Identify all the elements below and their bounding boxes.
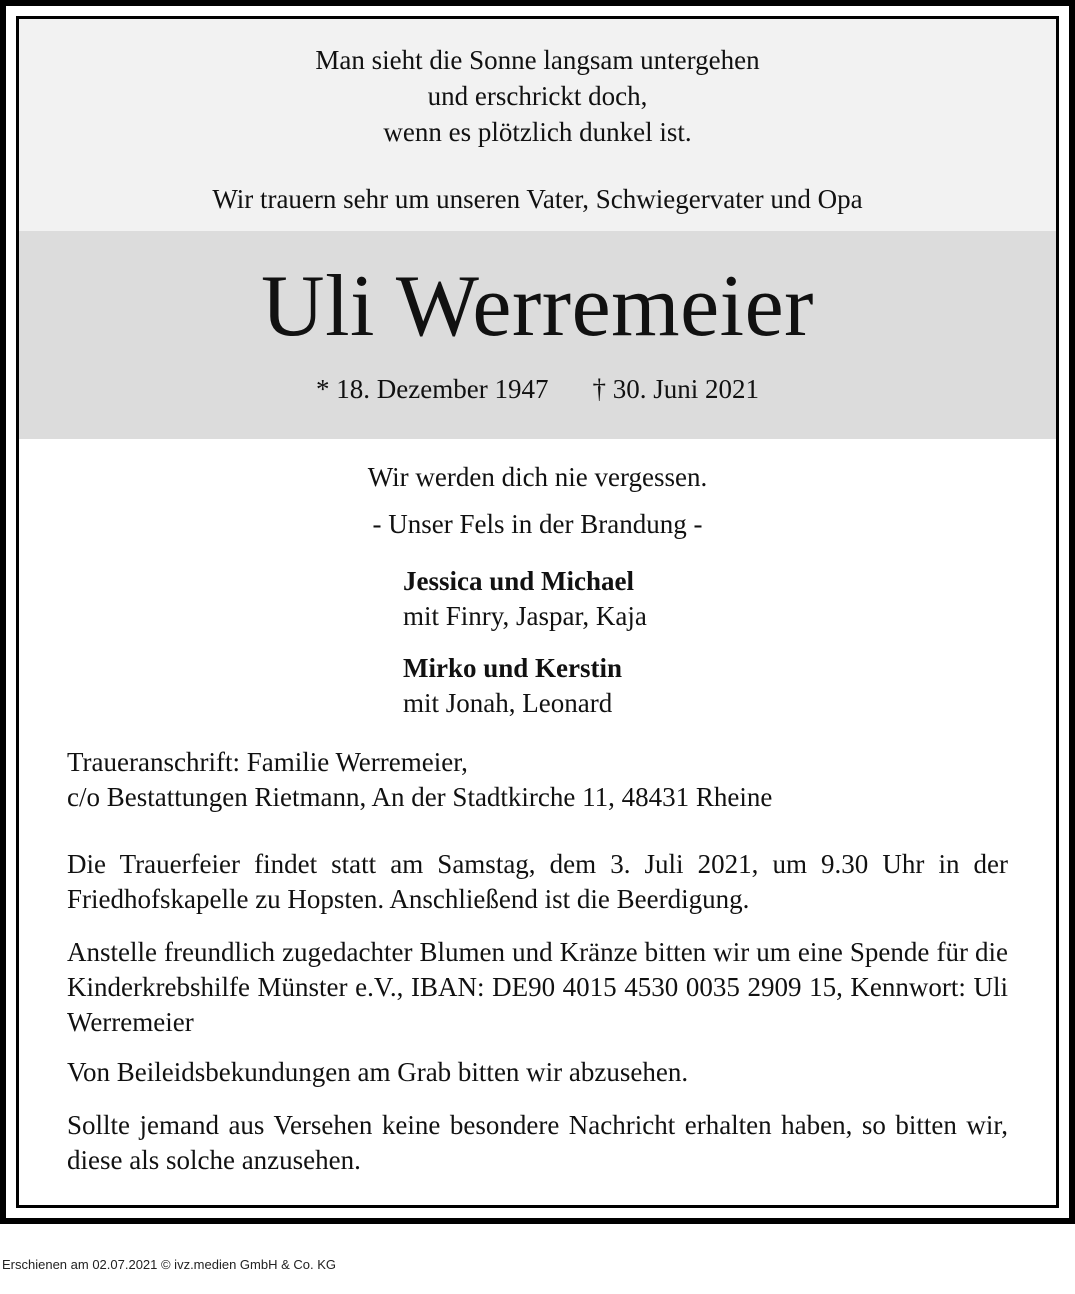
death-date: † 30. Juni 2021 (592, 374, 759, 404)
publication-footer: Erschienen am 02.07.2021 © ivz.medien GmbH & Co. KG (2, 1257, 337, 1272)
obituary-inner-frame (16, 16, 1059, 1208)
mourning-line: Wir trauern sehr um unseren Vater, Schwiegervater und Opa (212, 184, 863, 214)
poem-line: Man sieht die Sonne langsam untergehen (315, 45, 760, 75)
family-names: Mirko und Kerstin (403, 653, 623, 683)
address-line: Traueranschrift: Familie Werremeier, (67, 747, 468, 777)
life-dates (19, 371, 1056, 407)
birth-date: * 18. Dezember 1947 (316, 374, 549, 404)
condolence-note: Von Beileidsbekundungen am Grab bitten wir abzusehen. (67, 1057, 689, 1087)
deceased-name: Uli Werremeier (261, 258, 814, 355)
family-group (403, 564, 647, 634)
address-line: c/o Bestattungen Rietmann, An der Stadtkirche 11, 48431 Rheine (67, 782, 773, 812)
poem-line: und erschrickt doch, (427, 81, 648, 111)
quote-line: - Unser Fels in der Brandung - (372, 509, 703, 539)
family-children: mit Finry, Jaspar, Kaja (403, 601, 647, 631)
mourning-address (67, 745, 1008, 815)
donation-info: Anstelle freundlich zugedachter Blumen und Kränze bitten wir um eine Spende für die Kinderkrebshilfe Münster e.V., IBAN: DE90 4015 4530 0035 2909 15, Kennwort: Uli Werremeier (67, 937, 1008, 1037)
family-children: mit Jonah, Leonard (403, 688, 613, 718)
quote-line: Wir werden dich nie vergessen. (367, 462, 708, 492)
family-group (403, 651, 622, 721)
ceremony-info: Die Trauerfeier findet statt am Samstag, dem 3. Juli 2021, um 9.30 Uhr in der Friedhofskapelle zu Hopsten. Anschließend ist die Beerdigung. (67, 849, 1008, 914)
poem-line: wenn es plötzlich dunkel ist. (383, 117, 692, 147)
family-names: Jessica und Michael (403, 566, 635, 596)
poem (19, 42, 1056, 150)
notice-note: Sollte jemand aus Versehen keine besondere Nachricht erhalten haben, so bitten wir, diese als solche anzusehen. (67, 1110, 1008, 1175)
